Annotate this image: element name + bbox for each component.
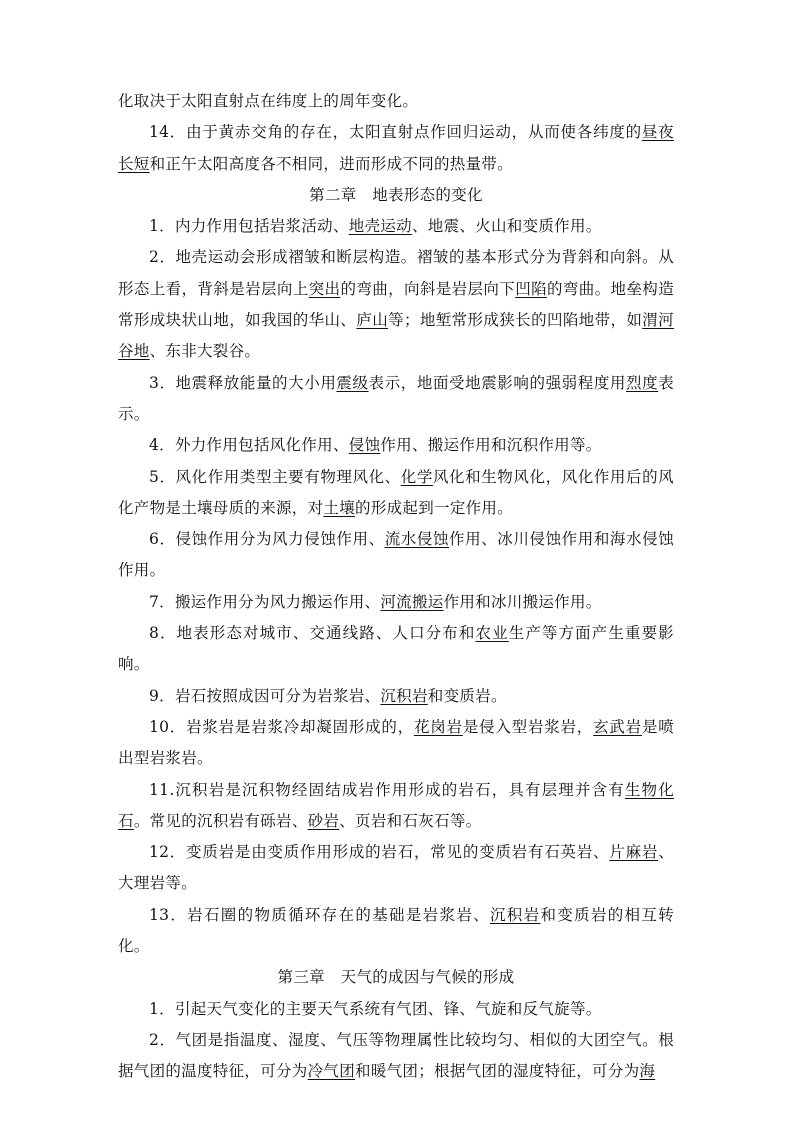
text: 、地震、火山和变质作用。 (411, 217, 602, 236)
chapter-number: 第三章 (277, 968, 325, 987)
text: 表示。 (118, 373, 675, 423)
underlined-term: 突出 (308, 279, 341, 298)
text: 作用、搬运作用和沉积作用等。 (380, 436, 602, 455)
underlined-term: 玄武岩 (593, 717, 642, 736)
ch2-paragraph-3 (118, 368, 674, 431)
text: 是侵入型岩浆岩， (462, 717, 594, 736)
text: 12．变质岩是由变质作用形成的岩石，常见的变质岩有石英岩、 (149, 843, 610, 862)
text: 8．地表形态对城市、交通线路、人口分布和 (149, 624, 476, 643)
text: 作用和冰川搬运作用。 (443, 592, 602, 611)
text: 11.沉积岩是沉积物经固结成岩作用形成的岩石，具有层理并含有 (149, 780, 625, 799)
text: 作用、冰川侵蚀作用和海水侵蚀作用。 (118, 530, 674, 580)
underlined-term: 沉积岩 (380, 686, 428, 705)
underlined-term: 流水侵蚀 (384, 530, 450, 549)
text: 1．内力作用包括岩浆活动、 (149, 217, 349, 236)
underlined-term: 烈度 (626, 373, 659, 392)
underlined-term: 河流搬运 (380, 592, 444, 611)
ch2-paragraph-2 (118, 242, 674, 367)
text: 1．引起天气变化的主要天气系统有气团、锋、气旋和反气旋等。 (149, 999, 602, 1018)
text: 风化和生物风化，风化作用后的风化产物是土壤母质的来源，对 (118, 467, 674, 517)
underlined-term: 海 (639, 1062, 656, 1081)
text: 、页岩和石灰石等。 (339, 811, 482, 830)
underlined-term: 土壤 (323, 498, 356, 517)
text: 2．气团是指温度、湿度、气压等物理属性比较均匀、相似的大团空气。根据气团的温度特征，可分为 (118, 1030, 674, 1081)
text: 2．地壳运动会形成褶皱和断层构造。褶皱的基本形式分为背斜和向斜。从形态上看，背斜是岩层向上 (118, 248, 674, 298)
chapter-title: 天气的成因与气候的形成 (340, 968, 515, 987)
underlined-term: 侵蚀 (348, 436, 381, 455)
text: 化取决于太阳直射点在纬度上的周年变化。 (118, 92, 419, 110)
chapter-title: 地表形态的变化 (372, 185, 483, 204)
text: 5．风化作用类型主要有物理风化、 (149, 467, 401, 486)
text: 等；地堑常形成狭长的凹陷地带，如 (388, 311, 643, 330)
underlined-term: 冷气团 (307, 1062, 356, 1081)
text: 13．岩石圈的物质循环存在的基础是岩浆岩、 (149, 905, 490, 924)
underlined-term: 农业 (475, 624, 509, 643)
ch2-paragraph-8 (118, 618, 674, 681)
text: 表示，地面受地震影响的强弱程度用 (368, 373, 627, 392)
ch2-paragraph-9 (118, 681, 674, 712)
text: 7．搬运作用分为风力搬运作用、 (149, 592, 381, 611)
ch2-paragraph-6 (118, 524, 674, 587)
text: 9．岩石按照成因可分为岩浆岩、 (149, 686, 381, 705)
underlined-term: 凹陷 (515, 279, 547, 298)
paragraph-14 (118, 117, 674, 180)
text: 3．地震释放能量的大小用 (149, 373, 337, 392)
text: 是喷出型岩浆岩。 (118, 717, 675, 768)
text: 、大理岩等。 (118, 843, 674, 893)
underlined-term: 渭河谷地 (118, 311, 674, 361)
ch2-paragraph-7 (118, 587, 674, 618)
underlined-term: 昼夜长短 (118, 123, 674, 173)
underlined-term: 花岗岩 (414, 717, 463, 736)
underlined-term: 沉积岩 (489, 905, 541, 924)
chapter-number: 第二章 (309, 185, 357, 204)
ch2-paragraph-12 (118, 837, 674, 900)
ch2-paragraph-10 (118, 712, 674, 775)
underlined-term: 庐山 (356, 311, 389, 330)
text: 6．侵蚀作用分为风力侵蚀作用、 (149, 530, 385, 549)
ch3-paragraph-1 (118, 994, 674, 1025)
underlined-term: 生物化石 (118, 780, 675, 830)
underlined-term: 砂岩 (307, 811, 340, 830)
text: 。常见的沉积岩有砾岩、 (133, 811, 308, 830)
text: 和变质岩。 (427, 686, 507, 705)
chapter-3-heading (118, 962, 674, 993)
text: 的形成起到一定作用。 (355, 498, 514, 517)
text: 的弯曲。地垒构造常形成块状山地，如我国的华山、 (118, 279, 674, 330)
underlined-term: 化学 (400, 467, 433, 486)
ch3-paragraph-2 (118, 1025, 674, 1088)
text: 4．外力作用包括风化作用、 (149, 436, 349, 455)
text: 14．由于黄赤交角的存在，太阳直射点作回归运动，从而使各纬度的 (149, 123, 642, 142)
ch2-paragraph-1 (118, 211, 674, 242)
text: 10．岩浆岩是岩浆冷却凝固形成的， (149, 717, 414, 736)
text: 的弯曲，向斜是岩层向下 (340, 279, 516, 298)
text: 生产等方面产生重要影响。 (118, 624, 674, 674)
ch2-paragraph-11 (118, 775, 674, 838)
text: 和暖气团；根据气团的湿度特征，可分为 (355, 1062, 640, 1081)
chapter-2-heading (118, 180, 674, 211)
paragraph-continuation (118, 86, 674, 117)
ch2-paragraph-13 (118, 900, 674, 963)
text: 、东非大裂谷。 (149, 342, 261, 361)
text: 和正午太阳高度各不相同，进而形成不同的热量带。 (149, 154, 514, 173)
text: 和变质岩的相互转化。 (118, 905, 674, 956)
ch2-paragraph-4 (118, 430, 674, 461)
underlined-term: 片麻岩 (609, 843, 659, 862)
ch2-paragraph-5 (118, 462, 674, 525)
underlined-term: 地壳运动 (348, 217, 412, 236)
underlined-term: 震级 (336, 373, 369, 392)
document-page (118, 86, 674, 1088)
